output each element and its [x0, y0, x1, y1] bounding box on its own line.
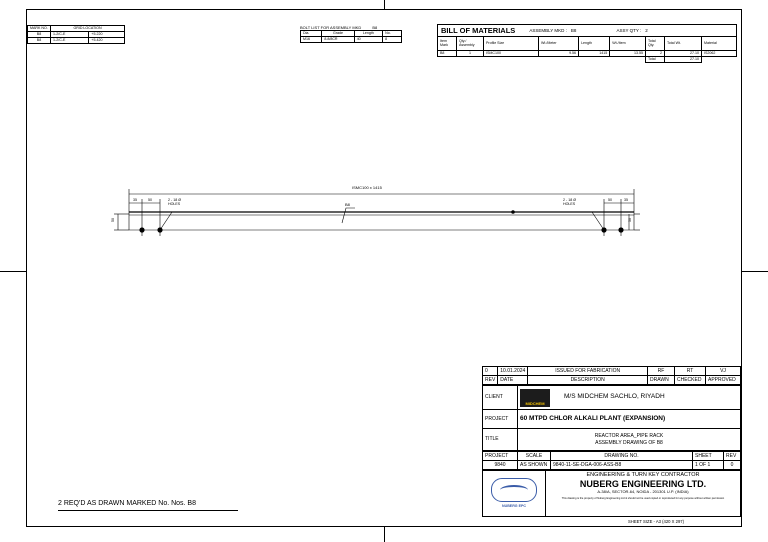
member-mark: B8 — [345, 202, 350, 207]
bom-header-qty-assembly: Qty./ Assembly — [457, 37, 484, 51]
drawing-number: 9840-11-SE-DGA-006-ASS-B8 — [551, 461, 693, 470]
rev-header-checked: CHECKED — [675, 376, 706, 385]
bom-qty: 2 — [645, 28, 648, 33]
title-line-1: REACTOR AREA_PIPE RACK — [594, 432, 664, 439]
mark-cell: B8 — [28, 32, 51, 38]
bom-header-item-mark: Item Mark — [438, 37, 457, 51]
rev-drawn: RF — [648, 367, 675, 376]
rev-value: 0 — [724, 461, 741, 470]
holes-left-label: 2 - 18 Ø HOLES — [168, 198, 181, 206]
bolt-no: 8 — [383, 37, 402, 43]
bolt-holes — [139, 210, 623, 232]
grid-cell: 1-2/C-E — [51, 32, 89, 38]
bolt-list-title: BOLT LIST FOR ASSEMBLY MKD — [300, 25, 362, 30]
bom-item-mark: B8 — [438, 51, 457, 57]
title-line-2: ASSEMBLY DRAWING OF B8 — [595, 439, 663, 446]
bolt-header-no: No. — [383, 31, 402, 37]
dim-right-b: 35 — [624, 198, 628, 202]
dim-left-b: 50 — [148, 198, 152, 202]
bom-assembly-label: ASSEMBLY MKD : — [529, 28, 567, 33]
note-text: 2 REQ'D AS DRAWN MARKED No. Nos. B8 — [58, 500, 196, 507]
bom-qty-assembly: 1 — [457, 51, 484, 57]
bom-total-label: Total — [646, 57, 665, 63]
bolt-dia: M16 — [301, 37, 322, 43]
col-header-sheet: SHEET — [693, 452, 724, 461]
rev-header-description: DESCRIPTION — [528, 376, 648, 385]
weld-point — [511, 210, 515, 214]
midchem-logo — [520, 389, 550, 407]
bom-total-qty: 2 — [646, 51, 665, 57]
logo-swoosh-icon — [500, 485, 528, 495]
bom-header-total-wt: Total Wt. — [665, 37, 702, 51]
mark-cell: B8 — [28, 38, 51, 44]
contractor-line: ENGINEERING & TURN KEY CONTRACTOR — [586, 472, 700, 478]
disclaimer: This drawing is the property of Nuberg Engineering Ltd & should not be used copied or reproduced for any purpose without written permission — [561, 496, 725, 500]
col-header-project: PROJECT — [483, 452, 518, 461]
project-label: PROJECT — [483, 410, 518, 429]
bolt-header-dia: Dia. — [301, 31, 322, 37]
bolt-grade: 8.8/8CR — [322, 37, 354, 43]
elevation-cell: +5.220 — [89, 32, 125, 38]
bom-header-total-qty: Total Qty. — [646, 37, 665, 51]
header-mark-no: MARK NO. — [28, 26, 51, 32]
rev-header-approved: APPROVED — [706, 376, 741, 385]
bolt-hole — [601, 227, 606, 232]
bom-header-wt-meter: Wt./Meter — [539, 37, 579, 51]
dim-vertical-left: 50 — [111, 218, 115, 222]
nuberg-logo-text: NUBERG EPC — [502, 504, 526, 509]
dim-vertical-right: 50 — [628, 218, 632, 222]
client-label: CLIENT — [483, 386, 518, 410]
bom-header-length: Length — [579, 37, 610, 51]
bom-wt-item: 13.55 — [610, 51, 646, 57]
bolt-header-grade: Grade — [322, 31, 354, 37]
rev-approved: VJ — [706, 367, 741, 376]
col-header-scale: SCALE — [518, 452, 551, 461]
rev-checked: RT — [675, 367, 706, 376]
sheet-value: 1 OF 1 — [693, 461, 724, 470]
rev-header-drawn: DRAWN — [648, 376, 675, 385]
client-name: M/S MIDCHEM SACHLO, RIYADH — [562, 386, 741, 410]
bom-wt-meter: 9.56 — [539, 51, 579, 57]
bom-profile: ISMC100 — [484, 51, 539, 57]
bolt-hole — [139, 227, 144, 232]
bom-total-value: 27.10 — [665, 57, 702, 63]
scale-value: AS SHOWN — [518, 461, 551, 470]
dim-left-a: 35 — [133, 198, 137, 202]
rev-header-date: DATE — [498, 376, 528, 385]
bolt-hole — [618, 227, 623, 232]
rev-description: ISSUED FOR FABRICATION — [528, 367, 648, 376]
bom-assembly-mark: B8 — [570, 28, 577, 33]
bom-header-profile: Profile Size — [484, 37, 539, 51]
bom-header-material: Material — [702, 37, 737, 51]
bolt-header-length: Length — [354, 31, 382, 37]
bolt-length: 40 — [354, 37, 382, 43]
rev-date: 10.01.2024 — [498, 367, 528, 376]
bom-title: BILL OF MATERIALS — [441, 26, 516, 35]
grid-cell: 1-2/C-E — [51, 38, 89, 44]
holes-right-label: 2 - 18 Ø HOLES — [563, 198, 576, 206]
bom-header-wt-item: Wt./Item — [610, 37, 646, 51]
bolt-list-mark: B8 — [372, 25, 378, 30]
company-address: A-38/A, SECTOR-64, NOIDA - 201301 U.P. (INDIA) — [597, 488, 689, 494]
col-header-rev: REV — [724, 452, 741, 461]
company-name: NUBERG ENGINEERING LTD. — [579, 478, 707, 489]
elevation-cell: +5.420 — [89, 38, 125, 44]
col-header-drawing-no: DRAWING NO. — [551, 452, 693, 461]
project-name: 60 MTPD CHLOR ALKALI PLANT (EXPANSION) — [518, 410, 741, 429]
bolt-hole — [157, 227, 162, 232]
nuberg-logo — [491, 478, 537, 502]
rev-header-rev: REV — [483, 376, 498, 385]
bom-material: IS2062 — [702, 51, 737, 57]
title-block — [482, 366, 741, 517]
header-grid-location: GRID LOCATION — [51, 26, 125, 32]
rev-number: 0 — [483, 367, 498, 376]
bom-total-wt: 27.10 — [665, 51, 702, 57]
title-label: TITLE — [483, 429, 518, 451]
bom-length: 1415 — [579, 51, 610, 57]
project-number: 9840 — [483, 461, 518, 470]
sheet-size: SHEET SIZE - A3 (420 X 297) — [628, 519, 685, 524]
bom-qty-label: ASSY QTY : — [616, 28, 642, 33]
member-label: ISMC100 x 1415 — [352, 185, 382, 190]
fabrication-note — [58, 492, 238, 511]
dim-right-a: 50 — [608, 198, 612, 202]
client-logo-text: MIDCHEM — [525, 400, 545, 406]
